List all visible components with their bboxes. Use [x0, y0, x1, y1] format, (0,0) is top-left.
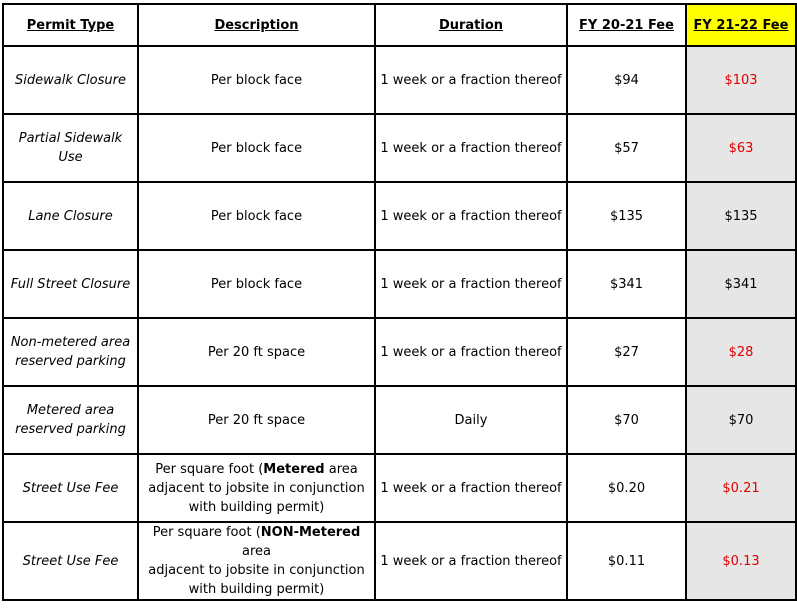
permit-type-cell [3, 250, 138, 318]
table-row [3, 454, 796, 522]
table-row [3, 182, 796, 250]
permit-type-cell [3, 114, 138, 182]
header-permit-type: Permit Type [3, 4, 138, 46]
permit-fee-table [2, 3, 797, 601]
permit-type-line: Street Use Fee [22, 553, 119, 569]
permit-type-line: Partial Sidewalk Use [18, 131, 123, 165]
permit-type-cell [3, 46, 138, 114]
description-line: Per 20 ft space [207, 344, 306, 360]
duration-cell: Daily [375, 386, 567, 454]
duration-cell: 1 week or a fraction thereof [375, 182, 567, 250]
fee-2021-cell: $94 [567, 46, 686, 114]
table-row [3, 522, 796, 600]
description-text: Per square foot ( [155, 461, 264, 477]
header-row [3, 4, 796, 46]
permit-type-line: Lane Closure [28, 208, 113, 224]
fee-2021-cell: $27 [567, 318, 686, 386]
permit-type-cell [3, 182, 138, 250]
duration-cell: 1 week or a fraction thereof [375, 114, 567, 182]
description-cell [138, 386, 375, 454]
table-row [3, 250, 796, 318]
permit-type-cell [3, 522, 138, 600]
description-cell [138, 318, 375, 386]
description-line: with building permit) [188, 499, 325, 515]
permit-type-line: Sidewalk Closure [15, 72, 126, 88]
permit-type-cell [3, 318, 138, 386]
fee-2122-cell: $63 [686, 114, 796, 182]
description-line: adjacent to jobsite in conjunction [148, 480, 365, 496]
permit-type-line: Street Use Fee [22, 480, 119, 496]
fee-2021-cell: $0.11 [567, 522, 686, 600]
description-cell [138, 182, 375, 250]
description-line: adjacent to jobsite in conjunction [148, 563, 365, 578]
fee-2122-cell: $103 [686, 46, 796, 114]
table-row [3, 46, 796, 114]
permit-type-line: Non-metered area [10, 335, 131, 350]
description-line: Per block face [210, 140, 303, 156]
header-duration: Duration [375, 4, 567, 46]
header-fy20-21-fee: FY 20-21 Fee [567, 4, 686, 46]
permit-type-line: reserved parking [15, 354, 126, 369]
fee-2021-cell: $341 [567, 250, 686, 318]
fee-2122-cell: $70 [686, 386, 796, 454]
duration-cell: 1 week or a fraction thereof [375, 522, 567, 600]
description-cell [138, 46, 375, 114]
table-row [3, 114, 796, 182]
duration-cell: 1 week or a fraction thereof [375, 318, 567, 386]
permit-type-line: reserved parking [15, 422, 126, 437]
table-row [3, 386, 796, 454]
fee-2122-cell: $341 [686, 250, 796, 318]
duration-cell: 1 week or a fraction thereof [375, 46, 567, 114]
header-fy21-22-fee: FY 21-22 Fee [686, 4, 796, 46]
description-cell [138, 114, 375, 182]
description-cell [138, 250, 375, 318]
fee-2021-cell: $70 [567, 386, 686, 454]
description-line: with building permit) [188, 582, 325, 597]
fee-2122-cell: $0.13 [686, 522, 796, 600]
description-cell [138, 522, 375, 600]
description-text: area [324, 461, 358, 477]
duration-cell: 1 week or a fraction thereof [375, 250, 567, 318]
fee-2021-cell: $57 [567, 114, 686, 182]
description-text: Per square foot ( [152, 525, 261, 540]
permit-type-line: Full Street Closure [10, 276, 131, 292]
fee-2122-cell: $28 [686, 318, 796, 386]
description-emphasis: Metered [263, 461, 325, 477]
fee-2021-cell: $0.20 [567, 454, 686, 522]
permit-type-cell [3, 454, 138, 522]
permit-type-line: Metered area [26, 403, 115, 418]
permit-type-cell [3, 386, 138, 454]
header-description: Description [138, 4, 375, 46]
table-row [3, 318, 796, 386]
description-emphasis: NON-Metered [260, 525, 361, 540]
duration-cell: 1 week or a fraction thereof [375, 454, 567, 522]
description-line: Per block face [210, 72, 303, 88]
description-line: Per 20 ft space [207, 412, 306, 428]
fee-2122-cell: $0.21 [686, 454, 796, 522]
description-line: Per block face [210, 276, 303, 292]
fee-2122-cell: $135 [686, 182, 796, 250]
fee-2021-cell: $135 [567, 182, 686, 250]
description-cell [138, 454, 375, 522]
description-text: area [242, 544, 271, 559]
description-line: Per block face [210, 208, 303, 224]
